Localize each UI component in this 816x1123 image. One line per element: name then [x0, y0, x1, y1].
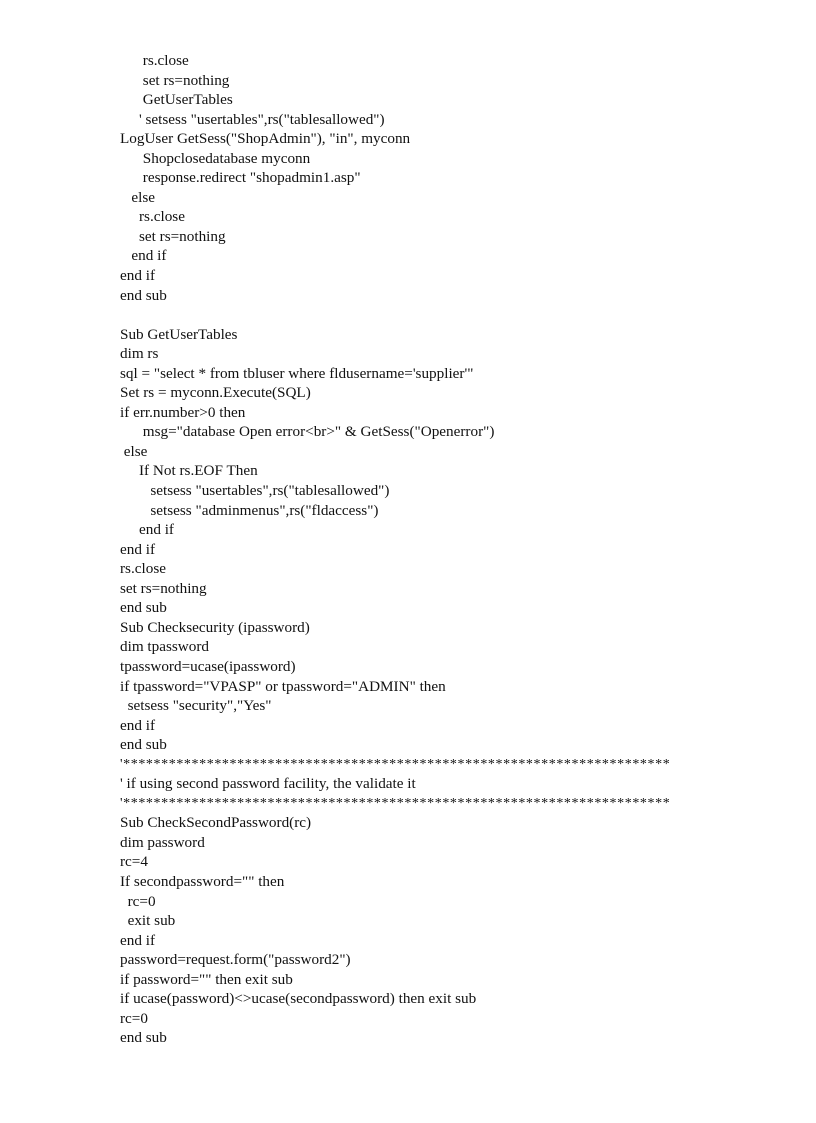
code-line: if tpassword="VPASP" or tpassword="ADMIN" then	[120, 677, 446, 695]
code-line: dim rs	[120, 345, 159, 363]
code-line: end sub	[120, 286, 167, 304]
code-line: rc=0	[120, 1009, 148, 1027]
code-line: Set rs = myconn.Execute(SQL)	[120, 384, 311, 402]
code-line: set rs=nothing	[120, 71, 230, 89]
code-line: end if	[120, 267, 156, 285]
code-line: '************************************************************************	[120, 756, 671, 772]
code-listing	[120, 51, 670, 1048]
code-line: if ucase(password)<>ucase(secondpassword) then exit sub	[120, 990, 477, 1008]
code-line: end sub	[120, 1029, 167, 1047]
code-line: dim password	[120, 833, 205, 851]
code-line: end if	[120, 540, 156, 558]
code-line: rs.close	[120, 208, 185, 226]
code-line: ' if using second password facility, the validate it	[120, 775, 416, 793]
code-line: Sub Checksecurity (ipassword)	[120, 618, 310, 636]
code-line: Sub CheckSecondPassword(rc)	[120, 814, 312, 832]
code-line: set rs=nothing	[120, 227, 226, 245]
code-line: end sub	[120, 736, 167, 754]
code-line: else	[120, 442, 148, 460]
code-line: end sub	[120, 599, 167, 617]
code-line: end if	[120, 716, 156, 734]
code-line: msg="database Open error<br>" & GetSess("Openerror")	[120, 423, 495, 441]
code-line: end if	[120, 247, 167, 265]
code-line: Shopclosedatabase myconn	[120, 149, 311, 167]
code-line: sql = "select * from tbluser where fldusername='supplier'"	[120, 364, 474, 382]
code-line: If secondpassword="" then	[120, 872, 285, 890]
code-line: rc=0	[120, 892, 156, 910]
code-line: '************************************************************************	[120, 795, 671, 811]
code-line: LogUser GetSess("ShopAdmin"), "in", myconn	[120, 130, 411, 148]
code-line	[120, 305, 670, 325]
code-line: password=request.form("password2")	[120, 951, 351, 969]
code-line: if password="" then exit sub	[120, 970, 293, 988]
code-line: dim tpassword	[120, 638, 210, 656]
code-line: rs.close	[120, 52, 189, 69]
code-line: setsess "adminmenus",rs("fldaccess")	[120, 501, 379, 519]
code-line: GetUserTables	[120, 91, 233, 109]
code-line: else	[120, 188, 156, 206]
code-line: response.redirect "shopadmin1.asp"	[120, 169, 361, 187]
code-line: rc=4	[120, 853, 148, 871]
code-line: set rs=nothing	[120, 579, 207, 597]
code-line: ' setsess "usertables",rs("tablesallowed")	[120, 110, 385, 128]
code-line: Sub GetUserTables	[120, 325, 238, 343]
code-line: If Not rs.EOF Then	[120, 462, 258, 480]
code-line: end if	[120, 521, 174, 539]
code-line: end if	[120, 931, 156, 949]
code-line: if err.number>0 then	[120, 403, 246, 421]
code-line: exit sub	[120, 912, 176, 930]
code-line: tpassword=ucase(ipassword)	[120, 657, 296, 675]
code-line: setsess "security","Yes"	[120, 697, 272, 715]
code-line: setsess "usertables",rs("tablesallowed")	[120, 482, 390, 500]
code-line: rs.close	[120, 560, 166, 578]
